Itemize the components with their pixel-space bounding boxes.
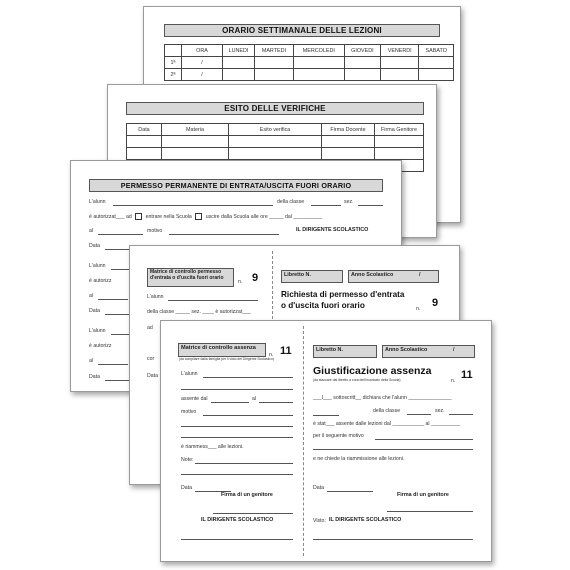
text-label: per il seguente motivo	[313, 433, 364, 439]
matrice-number: 9	[252, 272, 259, 284]
permesso-title: PERMESSO PERMANENTE DI ENTRATA/USCITA FUORI ORARIO	[89, 179, 383, 192]
text-label: è	[313, 421, 316, 427]
text-label: ___I___ sottoscritt__ dichiara che l'alunn _______________	[313, 395, 452, 401]
table-header: LUNEDI	[223, 45, 255, 57]
table-header: ORA	[182, 45, 223, 57]
text-label: cor	[147, 356, 155, 362]
libretto-label: Libretto N.	[316, 347, 343, 353]
text-label: n.	[238, 279, 243, 285]
text-label: al	[425, 421, 430, 427]
text-label: al	[89, 228, 94, 234]
dirigente-label: IL DIRIGENTE SCOLASTICO	[201, 517, 274, 523]
orario-title: ORARIO SETTIMANALE DELLE LEZIONI	[164, 24, 440, 37]
matrice-label: Matrice di controllo permesso d'entrata o d'uscita fuori orario	[150, 269, 224, 281]
table-header: MARTEDI	[255, 45, 294, 57]
text-label: della classe	[373, 408, 401, 414]
checkbox[interactable]	[135, 213, 142, 220]
text-label: entrare	[145, 213, 163, 220]
text-label: stat	[317, 421, 326, 427]
text-label: L'alunn	[147, 294, 164, 300]
table-cell: /	[182, 69, 223, 81]
table-header: VENERDI	[380, 45, 418, 57]
text-label: n.	[451, 378, 456, 384]
giustificazione-sheet	[160, 320, 492, 562]
text-label: Note:	[181, 457, 194, 463]
table-cell: 1ª	[165, 57, 182, 69]
text-label: assente dal	[181, 396, 208, 402]
text-label: è autorizzat___ ad entrare nella Scuola uscire dalla Scuola alle ore _____ dal __________	[89, 213, 323, 220]
table-header	[165, 45, 182, 57]
text-label: della classe	[147, 309, 175, 315]
text-label: al	[89, 293, 94, 299]
text-label: dal	[285, 213, 292, 220]
text-label: L'alunn	[181, 371, 198, 377]
text-label: L'alunn	[89, 263, 106, 269]
text-label: n.	[269, 352, 274, 358]
text-label: al	[252, 396, 257, 402]
anno-slash: /	[453, 347, 455, 353]
table-cell: 2ª	[165, 69, 182, 81]
table-row	[165, 57, 454, 69]
table-header: Esito verifica	[229, 124, 322, 136]
text-label: è autorizz	[89, 343, 112, 349]
text-label: n.	[416, 306, 421, 312]
firma-genitore-label: Firma di un genitore	[221, 492, 273, 498]
text-label: motivo	[181, 409, 197, 415]
giustificazione-number: 11	[461, 369, 473, 381]
text-label: I	[321, 395, 324, 401]
richiesta-title-1: Richiesta di permesso d'entrata	[281, 290, 405, 299]
text-label: ad	[125, 213, 132, 220]
orario-table	[164, 44, 454, 81]
richiesta-number: 9	[432, 297, 439, 309]
libretto-label: Libretto N.	[284, 272, 311, 278]
text-label: L'alunn	[89, 328, 106, 334]
text-label: Data	[313, 485, 324, 491]
matrice-subtitle: (da compilare dalla famiglia per il visto del Dirigente Scolastico)	[179, 357, 274, 361]
giustificazione-subtitle: (da staccare dal libretto a cura dell'incaricato della Scuola)	[313, 378, 401, 382]
text-label: Data	[89, 243, 100, 249]
table-cell: /	[182, 57, 223, 69]
table-row	[127, 148, 424, 160]
text-label: è autorizzat	[89, 213, 116, 220]
anno-label: Anno Scolastico	[351, 272, 394, 278]
text-label: sez.	[191, 309, 201, 315]
text-label: sottoscritt	[333, 395, 356, 401]
text-label: è riammess___ alle lezioni.	[181, 444, 244, 450]
text-label: sez.	[435, 408, 445, 414]
matrice-label: Matrice di controllo assenza	[181, 345, 256, 351]
table-header: Data	[127, 124, 162, 136]
text-label: e ne chiede la riammissione alle lezioni.	[313, 456, 405, 462]
table-header: SABATO	[419, 45, 454, 57]
text-label: della classe _____ sez. ____ è autorizzat___	[147, 309, 251, 315]
matrice-number: 11	[280, 345, 292, 357]
anno-slash: /	[419, 272, 421, 278]
text-label: dichiara che l'alunn	[362, 395, 407, 401]
text-label: al	[89, 358, 94, 364]
table-row	[127, 136, 424, 148]
text-label: Visto:	[313, 518, 326, 524]
firma-genitore-label: Firma di un genitore	[397, 492, 449, 498]
table-header: Firma Docente	[322, 124, 375, 136]
esito-title: ESITO DELLE VERIFICHE	[126, 102, 424, 115]
text-label: è riammess	[181, 444, 208, 450]
text-label: è autorizz	[89, 278, 112, 284]
text-label: uscire dalla Scuola alle ore	[205, 213, 268, 220]
text-label: della classe	[277, 199, 305, 205]
table-header: MERCOLEDI	[293, 45, 344, 57]
text-label: Scuola	[175, 213, 192, 220]
text-label: assente dalle lezioni dal	[335, 421, 391, 427]
text-label: sez.	[344, 199, 354, 205]
text-label: motivo	[147, 228, 163, 234]
checkbox[interactable]	[195, 213, 202, 220]
text-label: è stat___ assente dalle lezioni dal ___________ al __________	[313, 421, 460, 427]
text-label: nella	[163, 213, 175, 220]
table-header: Firma Genitore	[375, 124, 424, 136]
text-label: Data	[181, 485, 192, 491]
text-label: Data	[89, 374, 100, 380]
text-label: Data	[89, 308, 100, 314]
dirigente-label: IL DIRIGENTE SCOLASTICO	[329, 517, 402, 523]
text-label: L'alunn	[89, 199, 106, 205]
table-header: Materia	[162, 124, 229, 136]
text-label: ad	[147, 325, 153, 331]
giustificazione-title: Giustificazione assenza	[313, 365, 432, 377]
table-row	[165, 69, 454, 81]
anno-label: Anno Scolastico	[385, 347, 428, 353]
table-header: GIOVEDI	[344, 45, 380, 57]
dirigente-label: IL DIRIGENTE SCOLASTICO	[296, 227, 369, 233]
richiesta-title-2: o d'uscita fuori orario	[281, 301, 365, 310]
text-label: è autorizzat	[215, 309, 243, 315]
text-label: Data	[147, 373, 158, 379]
text-label: alle lezioni.	[217, 444, 244, 450]
